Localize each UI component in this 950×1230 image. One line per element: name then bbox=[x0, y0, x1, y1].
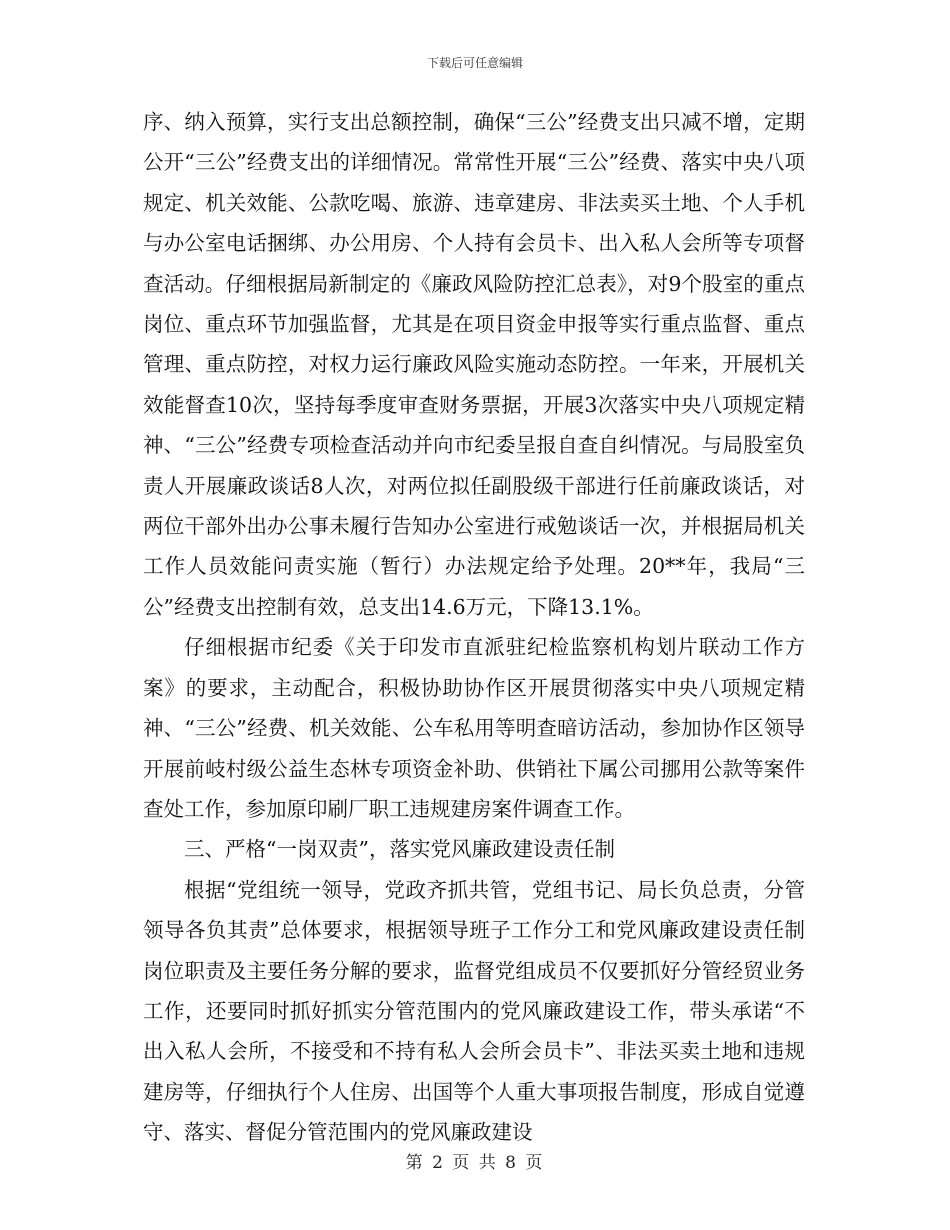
page-number: 第 2 页 共 8 页 bbox=[405, 1153, 545, 1173]
section-heading: 三、严格“一岗双责”，落实党风廉政建设责任制 bbox=[184, 837, 615, 862]
paragraph: 仔细根据市纪委《关于印发市直派驻纪检监察机构划片联动工作方案》的要求，主动配合，积极协助协作区开展贯彻落实中央八项规定精神、“三公”经费、机关效能、公车私用等明查暗访活动，参加协作区领导开展前岐村级公益生态林专项资金补助、供销社下属公司挪用公款等案件查处工作，参加原印刷厂职工违规建房案件调查工作。 bbox=[143, 635, 805, 821]
paragraph: 根据“党组统一领导，党政齐抓共管，党组书记、局长负总责，分管领导各负其责”总体要求，根据领导班子工作分工和党风廉政建设责任制岗位职责及主要任务分解的要求，监督党组成员不仅要抓好分管经贸业务工作，还要同时抓好抓实分管范围内的党风廉政建设工作，带头承诺“不出入私人会所，不接受和不持有私人会所会员卡”、非法买卖土地和违规建房等，仔细执行个人住房、出国等个人重大事项报告制度，形成自觉遵守、落实、督促分管范围内的党风廉政建设 bbox=[143, 877, 805, 1145]
page-header: 下载后可任意编辑 bbox=[426, 56, 523, 70]
document-body bbox=[143, 102, 805, 1153]
paragraph-continuation: 序、纳入预算，实行支出总额控制，确保“三公”经费支出只减不增，定期公开“三公”经费支出的详细情况。常常性开展“三公”经费、落实中央八项规定、机关效能、公款吃喝、旅游、违章建房、非法卖买土地、个人手机与办公室电话捆绑、办公用房、个人持有会员卡、出入私人会所等专项督查活动。仔细根据局新制定的《廉政风险防控汇总表》，对9个股室的重点岗位、重点环节加强监督，尤其是在项目资金申报等实行重点监督、重点管理、重点防控，对权力运行廉政风险实施动态防控。一年来，开展机关效能督查10次，坚持每季度审查财务票据，开展3次落实中央八项规定精神、“三公”经费专项检查活动并向市纪委呈报自查自纠情况。与局股室负责人开展廉政谈话8人次，对两位拟任副股级干部进行任前廉政谈话，对两位干部外出办公事未履行告知办公室进行戒勉谈话一次，并根据局机关工作人员效能问责实施（暂行）办法规定给予处理。20**年，我局“三公”经费支出控制有效，总支出14.6万元，下降13.1%。 bbox=[143, 110, 805, 619]
